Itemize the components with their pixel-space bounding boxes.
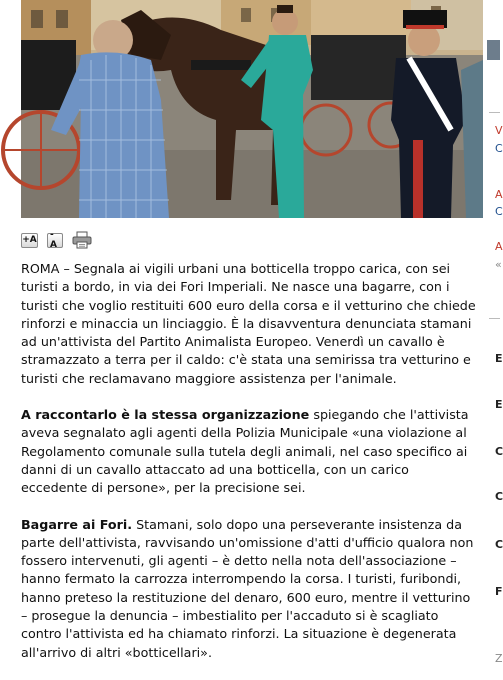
sidebar-fragment[interactable]: C <box>495 538 503 551</box>
sidebar-fragment[interactable]: A <box>495 240 503 253</box>
sidebar-divider <box>489 112 500 113</box>
article-paragraph-1: ROMA – Segnala ai vigili urbani una botticella troppo carica, con sei turisti a bordo, in via dei Fori Imperiali. Ne nasce una bagarre, con i turisti che voglio restituiti 600 euro della corsa e il vetturino che chiede rinforzi e minaccia un linciaggio. È la disavventura denunciata stamani ad un'attivista del Partito Animalista Europeo. Venerdì un cavallo è stramazzato a terra per il caldo: c'è stata una semirissa tra vetturino e turisti che reclamavano maggiore assistenza per l'animale. <box>21 261 476 386</box>
decrease-font-button[interactable]: -A <box>47 233 63 248</box>
sidebar-fragment[interactable]: E <box>495 398 503 411</box>
article-photo <box>21 0 483 218</box>
article-paragraph-3 <box>21 516 476 662</box>
article-body <box>21 260 476 680</box>
article-toolbar <box>21 230 92 250</box>
sidebar-fragment[interactable]: C <box>495 205 503 218</box>
sidebar-fragment[interactable]: C <box>495 490 503 503</box>
paragraph-3-text: Stamani, solo dopo una perseverante insistenza da parte dell'attivista, ravvisando un'omissione d'atti d'ufficio qualora non fossero intervenuti, gli agenti – è detto nella nota dell'associazione – hanno fermato la carrozza interrompendo la corsa. I turisti, furibondi, hanno preteso la restituzione del denaro, 600 euro, mentre il vetturino – prosegue la denuncia – imbestialito per l'accaduto si è scagliato contro l'attivista ed ha chiamato rinforzi. La situazione è degenerata all'arrivo di altri «botticellari». <box>21 516 474 660</box>
sidebar-fragment[interactable]: F <box>495 585 503 598</box>
sidebar-fragment: Z <box>495 652 503 665</box>
article-paragraph-2 <box>21 406 476 497</box>
sidebar-fragment[interactable]: V <box>495 124 503 137</box>
sidebar-fragment[interactable]: E <box>495 352 503 365</box>
paragraph-2-lead: A raccontarlo è la stessa organizzazione <box>21 407 310 423</box>
paragraph-2-text: spiegando che l'attivista aveva segnalato agli agenti della Polizia Municipale «una violazione al Regolamento comunale sulla tutela degli animali, nel caso specifico ai danni di un cavallo attaccato ad una botticella, con un carico eccedente di persone», per la precisione sei. <box>21 407 469 496</box>
paragraph-3-lead: Bagarre ai Fori. <box>21 516 133 532</box>
sidebar-thumbnail[interactable] <box>487 40 500 60</box>
sidebar-fragment[interactable]: A <box>495 188 503 201</box>
sidebar-fragment[interactable]: C <box>495 142 503 155</box>
increase-font-button[interactable]: +A <box>21 233 38 248</box>
sidebar-fragment: « <box>495 258 502 271</box>
print-icon[interactable] <box>72 231 92 249</box>
sidebar-fragment[interactable]: C <box>495 445 503 458</box>
sidebar-divider <box>489 318 500 319</box>
